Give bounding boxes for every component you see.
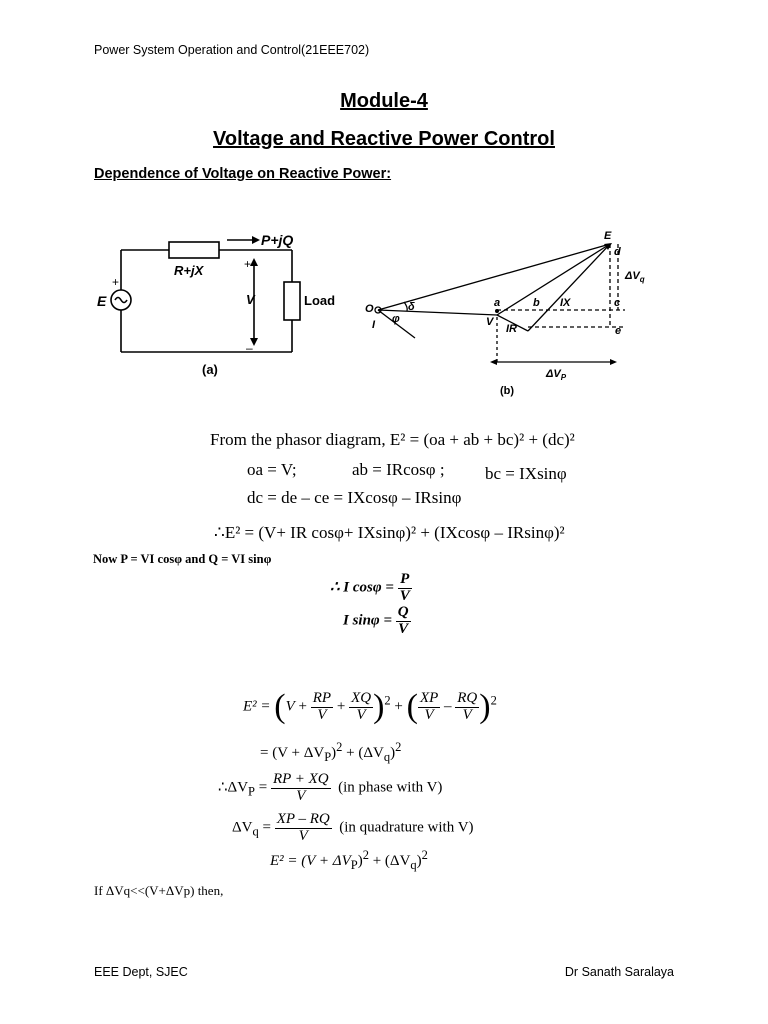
section-heading: Dependence of Voltage on Reactive Power: [94,166,392,182]
closing-line: If ΔVq<<(V+ΔVp) then, [94,883,224,898]
phi-label: φ [392,313,400,325]
dvq-label: $\Delta V_q$ [625,270,645,284]
point-c-label: c [614,297,621,309]
equation-e-squared-fractions: E² = (V + $\frac{RP}{V}$ + $\frac{XQ}{V}$ )$^2$ + ( $\frac{XP}{V}$ – $\frac{RQ}{V}$ )$^2$ [243,688,497,725]
load-label: Load [304,293,336,308]
equation-dc: dc = de – ce = IXcosφ – IRsinφ [247,488,462,507]
equation-icos: ∴ I cosφ = $\frac{P}{V}$ [330,571,410,604]
power-definition-line: Now P = VI cosφ and Q = VI sinφ [93,552,272,566]
footer-author: Dr Sanath Saralaya [564,965,674,979]
point-E-label: E [604,230,612,242]
equation-ab: ab = IRcosφ ; [352,460,445,479]
figure-b-caption: (b) [500,385,515,397]
equation-dvp: $\therefore\Delta V_P$ = $\frac{RP + XQ}{V}$ (in phase with V) [218,771,443,804]
equation-e-squared-dv: = $(V + \Delta V_P)^2 + (\Delta V_q)^2$ [260,740,402,764]
module-title: Module-4 [340,90,428,112]
power-flow-label: P+jQ [261,232,294,248]
source-plus: + [112,275,120,289]
ix-label: IX [560,297,571,309]
equation-dvq: $\Delta V_q$ = $\frac{XP - RQ}{V}$ (in quadrature with V) [232,811,474,844]
phasor-diagram [360,222,665,397]
equation-bc: bc = IXsinφ [485,464,567,483]
current-label: I [372,319,376,331]
voltage-phasor-label: V [486,316,494,328]
voltage-label: V [246,292,255,307]
point-d-label: d [614,246,621,258]
figure-a-caption: (a) [202,362,218,377]
source-label: E [97,293,107,309]
topic-title: Voltage and Reactive Power Control [213,128,555,150]
point-a-label: a [494,297,501,309]
equation-e-squared-final: $E^2 = (V + \Delta V_P)^2 + (\Delta V_q)^2$ [270,848,428,872]
voltage-minus: – [246,341,253,355]
point-o-label: O [365,303,374,315]
dvp-label: $\Delta V_P$ [546,368,567,382]
equation-oa: oa = V; [247,460,297,479]
equation-expanded: ∴E² = (V+ IR cosφ+ IXsinφ)² + (IXcosφ – IRsinφ)² [214,523,565,542]
point-b-label: b [533,297,540,309]
circuit-diagram [94,220,354,395]
equation-isin: I sinφ = $\frac{Q}{V}$ [343,604,409,637]
footer-department: EEE Dept, SJEC [94,965,188,979]
ir-label: IR [506,323,517,335]
course-header: Power System Operation and Control(21EEE702) [94,43,370,57]
impedance-label: R+jX [174,263,204,278]
point-e-label: e [615,325,622,337]
voltage-plus: + [244,257,252,271]
delta-label: δ [408,301,415,313]
equation-e-squared: From the phasor diagram, E² = (oa + ab + bc)² + (dc)² [210,430,575,449]
